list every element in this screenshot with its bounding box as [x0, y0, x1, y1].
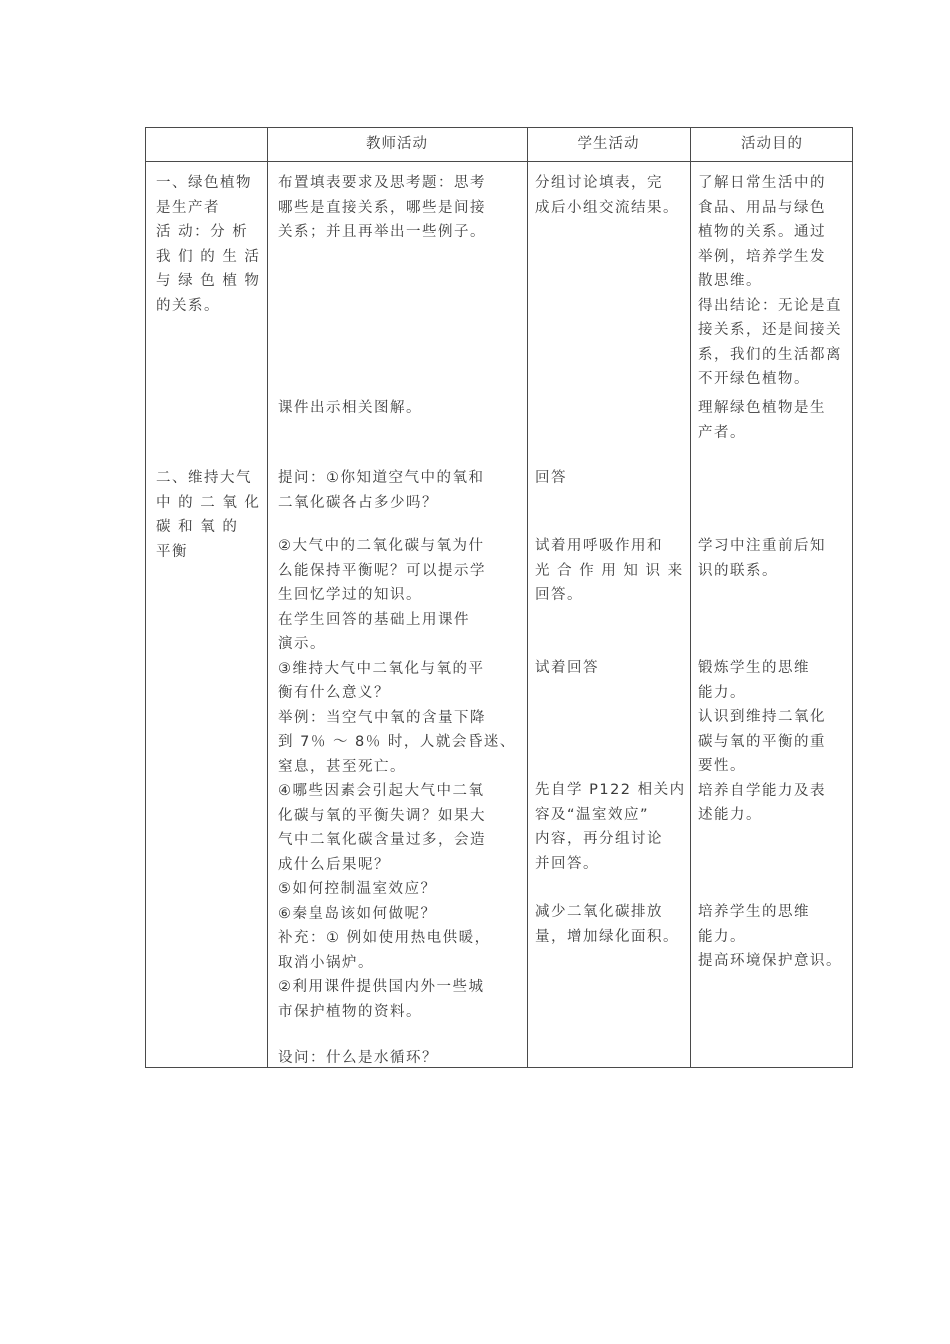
- section-1-goal-text-2: [698, 396, 848, 445]
- section-2-goal-q2: [698, 534, 848, 583]
- section-2-teacher-q1: [278, 466, 524, 515]
- text-line: 么能保持平衡呢？可以提示学: [278, 562, 486, 579]
- lesson-plan-table: [145, 127, 853, 1068]
- text-line: ⑥秦皇岛该如何做呢？: [278, 905, 437, 922]
- text-line: 系，我们的生活都离: [698, 346, 842, 363]
- text-line: 接关系，还是间接关: [698, 322, 842, 338]
- text-line: 提高环境保护意识。: [698, 953, 842, 969]
- text-line: 得出结论：无论是直: [698, 297, 842, 314]
- text-line: ③维持大气中二氧化与氧的平: [278, 660, 485, 677]
- text-line: 到 7％ ～ 8％ 时，人就会昏迷、: [278, 734, 516, 750]
- text-line: 并回答。: [535, 855, 599, 872]
- text-line: ⑤如何控制温室效应？: [278, 881, 437, 897]
- text-line: 一、绿色植物: [156, 175, 252, 191]
- column-divider: [267, 128, 268, 1067]
- text-line: 生回忆学过的知识。: [278, 587, 422, 603]
- text-line: 取消小锅炉。: [278, 954, 374, 971]
- text-line: 培养自学能力及表: [698, 782, 826, 799]
- text-line: 举例：当空气中氧的含量下降: [278, 709, 486, 726]
- header-student-activity: 学生活动: [577, 136, 640, 152]
- text-line: 举例，培养学生发: [698, 248, 826, 265]
- text-line: 气中二氧化碳含量过多，会造: [278, 832, 486, 848]
- section-1-title: [156, 171, 262, 318]
- text-line: 提问：①你知道空气中的氧和: [278, 470, 485, 486]
- text-line: 演示。: [278, 636, 326, 652]
- section-2-student-q2: [535, 534, 687, 608]
- text-line: 成什么后果呢？: [278, 856, 390, 873]
- text-line: 减少二氧化碳排放: [535, 904, 663, 920]
- text-line: 二、维持大气: [156, 470, 252, 486]
- text-line: 能力。: [698, 684, 746, 701]
- text-line: 不开绿色植物。: [698, 371, 810, 387]
- text-line: 哪些是直接关系，哪些是间接: [278, 199, 486, 216]
- text-line: 理解绿色植物是生: [698, 400, 826, 416]
- text-line: 活 动：分 析: [156, 224, 249, 240]
- text-line: 述能力。: [698, 807, 762, 823]
- text-line: 市保护植物的资料。: [278, 1003, 422, 1020]
- header-teacher-activity: 教师活动: [366, 136, 428, 152]
- text-line: 窒息，甚至死亡。: [278, 758, 406, 775]
- text-line: ②大气中的二氧化碳与氧为什: [278, 538, 485, 554]
- text-line: 关系；并且再举出一些例子。: [278, 224, 486, 240]
- text-line: 散思维。: [698, 273, 762, 289]
- text-line: 的关系。: [156, 297, 220, 314]
- text-line: 光 合 作 用 知 识 来: [535, 562, 684, 579]
- text-line: 能力。: [698, 928, 746, 945]
- section-2-goal-q3: [698, 656, 848, 828]
- section-2-teacher-last: 设问：什么是水循环？: [278, 1050, 438, 1066]
- text-line: 衡有什么意义？: [278, 685, 390, 701]
- section-1-student-text: [535, 171, 687, 220]
- text-line: 化碳与氧的平衡失调？如果大: [278, 807, 486, 824]
- text-line: 回答。: [535, 587, 583, 603]
- section-2-student-q3: 试着回答: [535, 660, 599, 676]
- text-line: 平衡: [156, 543, 188, 560]
- text-line: 成后小组交流结果。: [535, 199, 679, 216]
- section-2-teacher-q2: [278, 534, 524, 1024]
- text-line: 容及“温室效应”: [535, 806, 650, 823]
- text-line: 补充：① 例如使用热电供暖，: [278, 930, 491, 946]
- text-line: 二氧化碳各占多少吗？: [278, 494, 438, 511]
- text-line: 学习中注重前后知: [698, 538, 826, 554]
- text-line: 产者。: [698, 424, 746, 441]
- text-line: 内容，再分组讨论: [535, 831, 663, 847]
- text-line: 植物的关系。通过: [698, 224, 826, 240]
- text-line: ④哪些因素会引起大气中二氧: [278, 783, 485, 799]
- text-line: 分组讨论填表，完: [535, 175, 663, 191]
- header-divider: [146, 161, 852, 162]
- section-2-student-q4: [535, 778, 687, 876]
- header-empty: [146, 128, 267, 161]
- text-line: 了解日常生活中的: [698, 175, 826, 191]
- section-2-student-q5: [535, 900, 687, 949]
- text-line: 与 绿 色 植 物: [156, 273, 261, 289]
- text-line: 碳与氧的平衡的重: [698, 733, 826, 750]
- text-line: 在学生回答的基础上用课件: [278, 611, 470, 628]
- section-1-teacher-text-2: 课件出示相关图解。: [278, 400, 422, 416]
- text-line: 试着用呼吸作用和: [535, 538, 663, 554]
- text-line: 布置填表要求及思考题：思考: [278, 175, 486, 191]
- text-line: 要性。: [698, 758, 746, 774]
- text-line: 是生产者: [156, 199, 220, 216]
- text-line: 锻炼学生的思维: [698, 660, 810, 676]
- text-line: 先自学 P122 相关内: [535, 782, 686, 798]
- text-line: 量，增加绿化面积。: [535, 928, 679, 945]
- text-line: 中 的 二 氧 化: [156, 494, 261, 511]
- header-activity-goal: 活动目的: [741, 136, 803, 152]
- text-line: 食品、用品与绿色: [698, 199, 826, 216]
- section-2-student-q1: 回答: [535, 470, 567, 486]
- text-line: 碳 和 氧 的: [156, 519, 239, 535]
- text-line: 我 们 的 生 活: [156, 248, 261, 265]
- text-line: 识的联系。: [698, 562, 778, 579]
- section-1-goal-text: [698, 171, 848, 392]
- text-line: 培养学生的思维: [698, 904, 810, 920]
- section-2-title: [156, 466, 262, 564]
- section-2-goal-q5: [698, 900, 848, 974]
- text-line: 认识到维持二氧化: [698, 709, 826, 725]
- column-divider: [527, 128, 528, 1067]
- text-line: ②利用课件提供国内外一些城: [278, 979, 485, 995]
- section-1-teacher-text: [278, 171, 524, 245]
- column-divider: [690, 128, 691, 1067]
